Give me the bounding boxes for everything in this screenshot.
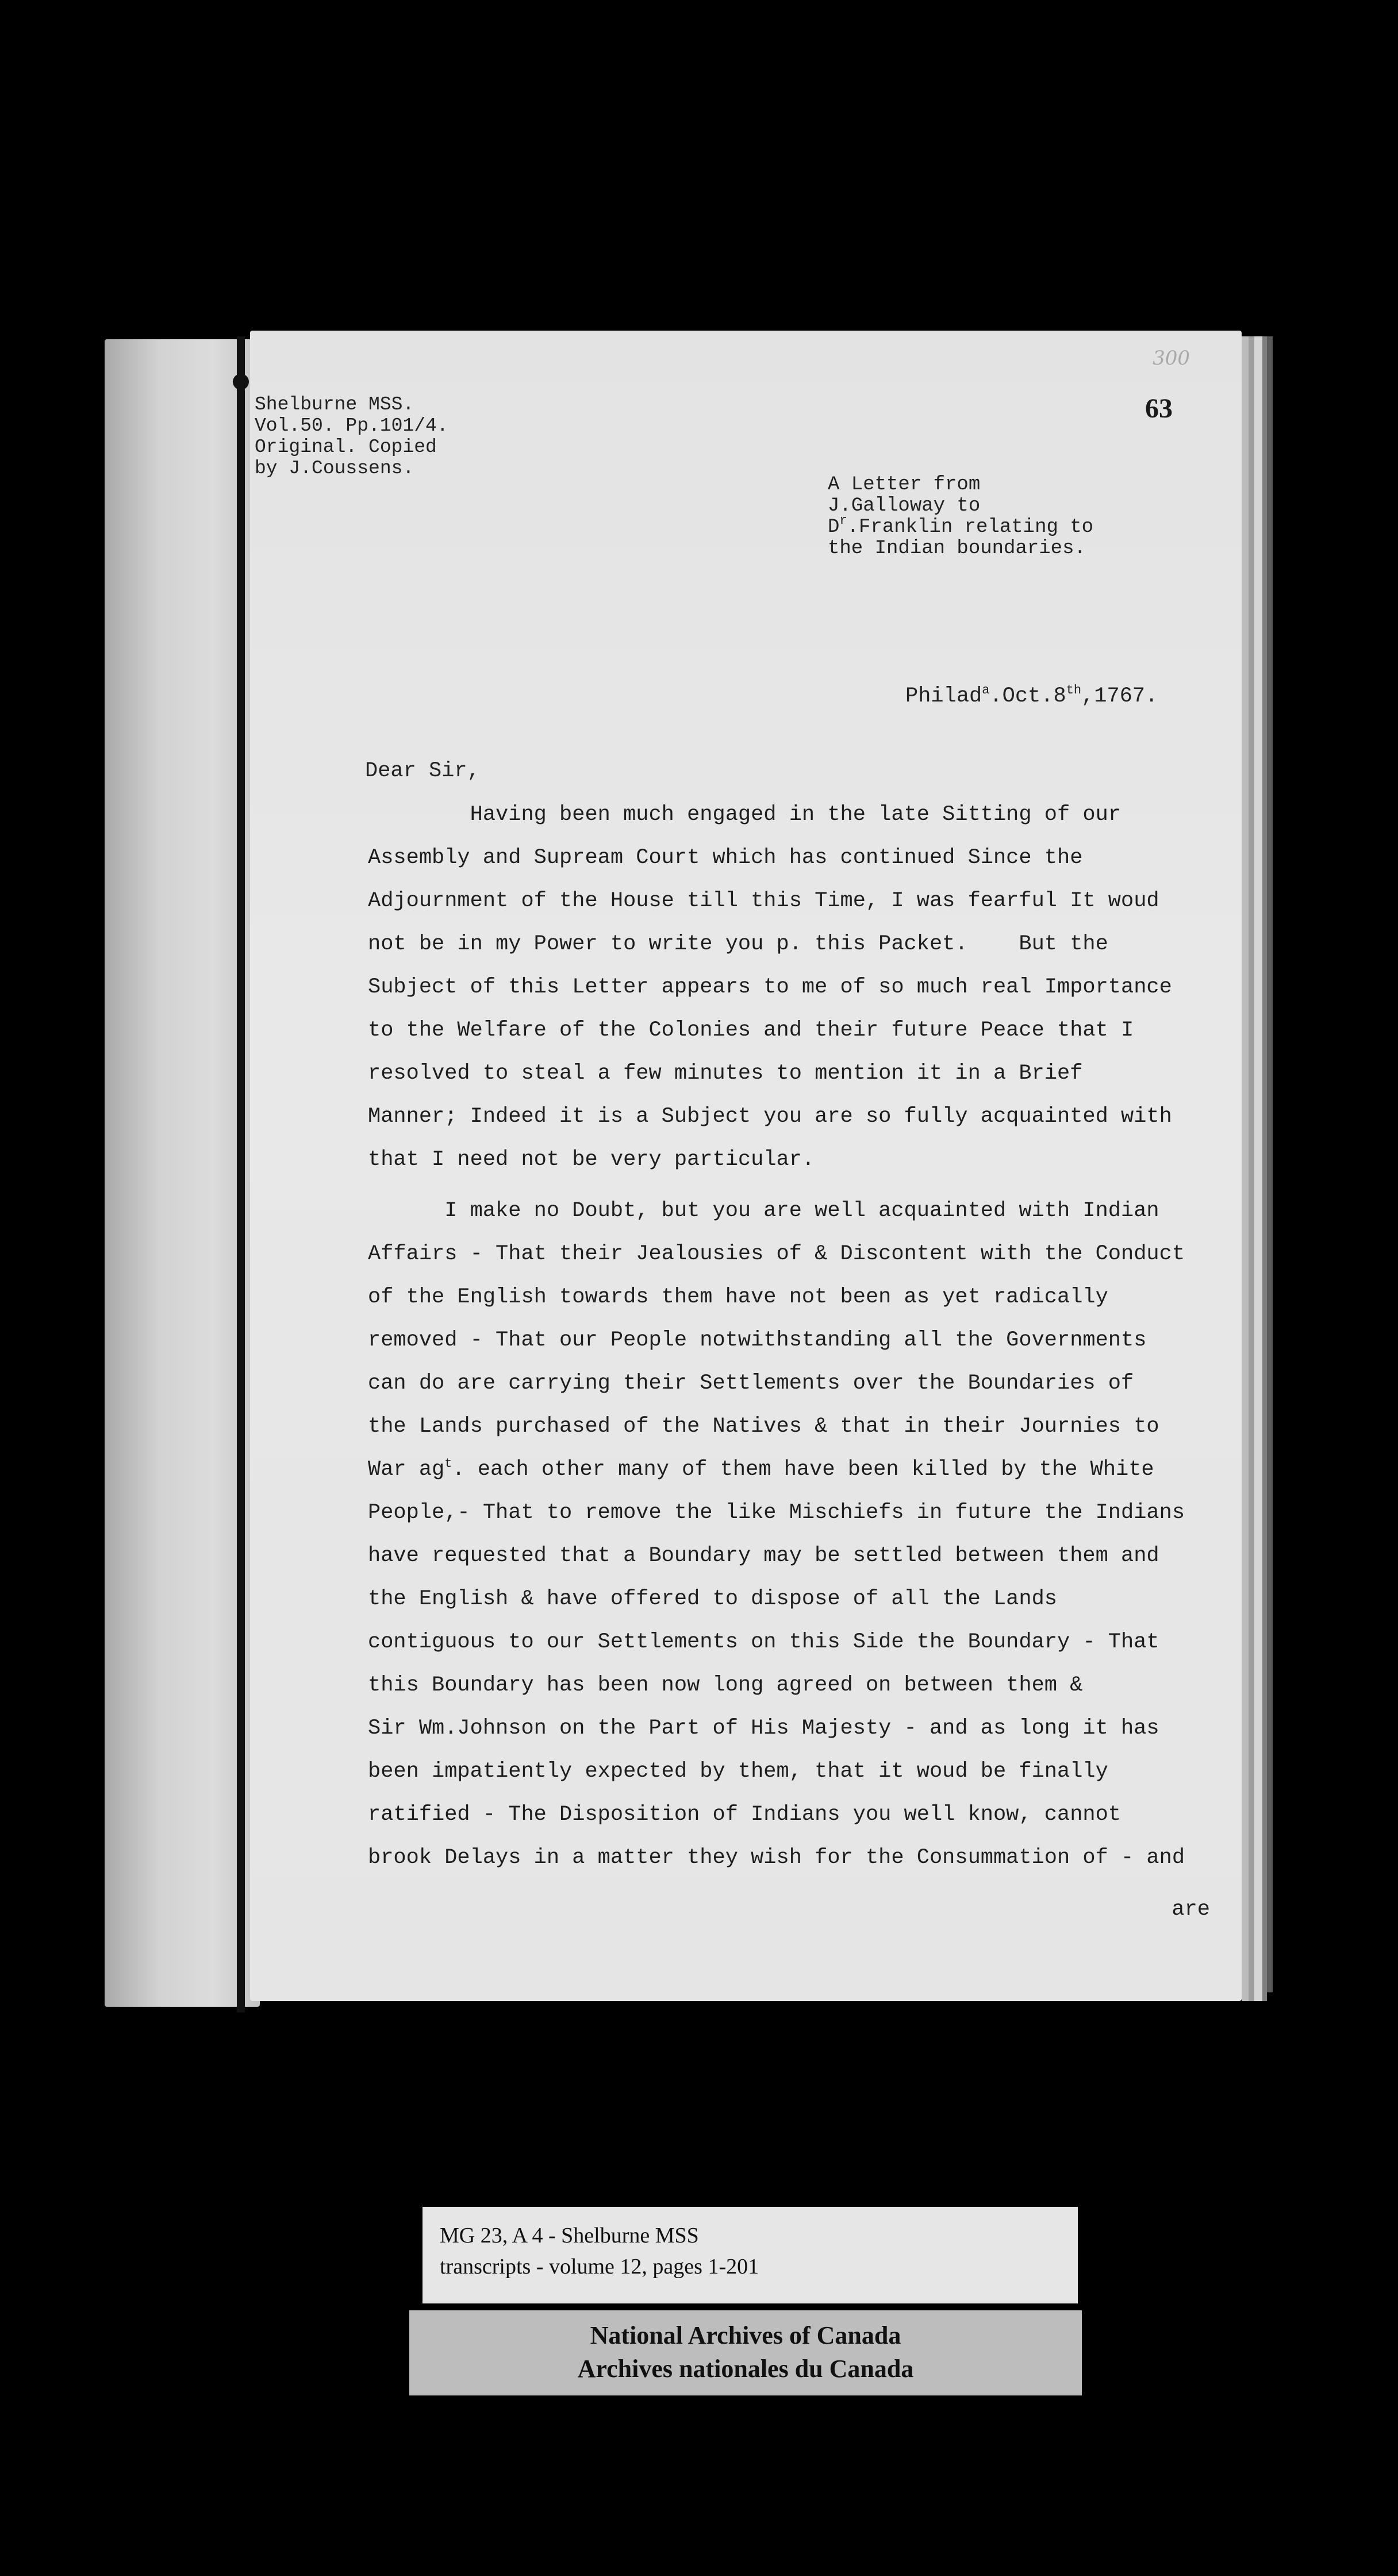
body-line: resolved to steal a few minutes to mention it in a Brief xyxy=(368,1061,1083,1086)
body-line: Sir Wm.Johnson on the Part of His Majesty - and as long it has xyxy=(368,1716,1159,1741)
body-line: Subject of this Letter appears to me of so much real Importance xyxy=(368,975,1172,999)
body-line: the English & have offered to dispose of all the Lands xyxy=(368,1587,1057,1611)
letter-heading xyxy=(828,474,1093,559)
source-note-line: Original. Copied xyxy=(255,436,437,458)
page-edge xyxy=(1242,336,1249,2001)
institution-name-fr: Archives nationales du Canada xyxy=(577,2355,914,2383)
source-note xyxy=(255,394,448,479)
archive-reference-line: transcripts - volume 12, pages 1-201 xyxy=(440,2255,759,2279)
body-line-superscript: War $ag^t$. each other many of them have been killed by the White xyxy=(368,1456,1154,1482)
heading-line: J.Galloway to xyxy=(828,495,981,517)
body-line: I make no Doubt, but you are well acquainted with Indian xyxy=(368,1199,1159,1223)
page-edge xyxy=(1249,336,1254,2001)
body-line: Assembly and Supream Court which has continued Since the xyxy=(368,846,1083,870)
body-line: that I need not be very particular. xyxy=(368,1148,815,1172)
paragraph-gap xyxy=(368,1182,1236,1190)
catchword: are xyxy=(1172,1897,1210,1922)
binding-rule xyxy=(237,336,245,2012)
body-line: not be in my Power to write you p. this Packet. But the xyxy=(368,932,1108,956)
body-line: removed - That our People notwithstanding all the Governments xyxy=(368,1328,1147,1352)
page-edge xyxy=(1254,336,1262,2001)
page-number: 63 xyxy=(1145,393,1173,424)
heading-line: A Letter from xyxy=(828,474,981,496)
body-line: Adjournment of the House till this Time, I was fearful It woud xyxy=(368,889,1159,913)
body-line: contiguous to our Settlements on this Side the Boundary - That xyxy=(368,1630,1159,1654)
institution-label xyxy=(409,2310,1082,2395)
heading-line-superscript: $D^r.Franklin$ relating to xyxy=(828,513,1094,538)
salutation: Dear Sir, xyxy=(365,759,480,783)
body-line: ratified - The Disposition of Indians you well know, cannot xyxy=(368,1803,1122,1827)
heading-line: the Indian boundaries. xyxy=(828,538,1086,559)
manuscript-page xyxy=(250,331,1242,2001)
body-line: Manner; Indeed it is a Subject you are so fully acquainted with xyxy=(368,1105,1172,1129)
archive-reference-label xyxy=(423,2207,1078,2303)
body-line: have requested that a Boundary may be settled between them and xyxy=(368,1544,1159,1568)
body-line: can do are carrying their Settlements over the Boundaries of xyxy=(368,1371,1134,1396)
source-note-line: by J.Coussens. xyxy=(255,458,414,479)
body-line: Having been much engaged in the late Sitting of our xyxy=(368,803,1122,827)
body-line: People,- That to remove the like Mischiefs in future the Indians xyxy=(368,1501,1185,1525)
source-note-line: Shelburne MSS. xyxy=(255,394,414,415)
body-line: been impatiently expected by them, that it woud be finally xyxy=(368,1759,1108,1784)
institution-name-en: National Archives of Canada xyxy=(590,2321,901,2349)
page-edge xyxy=(1267,336,1273,1992)
body-line: Affairs - That their Jealousies of & Discontent with the Conduct xyxy=(368,1242,1185,1266)
letter-body xyxy=(368,793,1236,1880)
source-note-line: Vol.50. Pp.101/4. xyxy=(255,415,448,436)
body-line: the Lands purchased of the Natives & that in their Journies to xyxy=(368,1414,1159,1439)
dateline: Philad$^a$.Oct.8th,1767. xyxy=(905,683,1158,708)
page-edge xyxy=(1262,336,1267,2001)
body-line: to the Welfare of the Colonies and their future Peace that I xyxy=(368,1018,1134,1042)
archive-reference-line: MG 23, A 4 - Shelburne MSS xyxy=(440,2224,699,2248)
binding-mark xyxy=(233,374,249,390)
body-line: of the English towards them have not been as yet radically xyxy=(368,1285,1108,1309)
body-line: brook Delays in a matter they wish for the Consummation of - and xyxy=(368,1846,1185,1870)
archive-folio-number: 300 xyxy=(1153,347,1190,370)
body-line: this Boundary has been now long agreed on between them & xyxy=(368,1673,1083,1697)
